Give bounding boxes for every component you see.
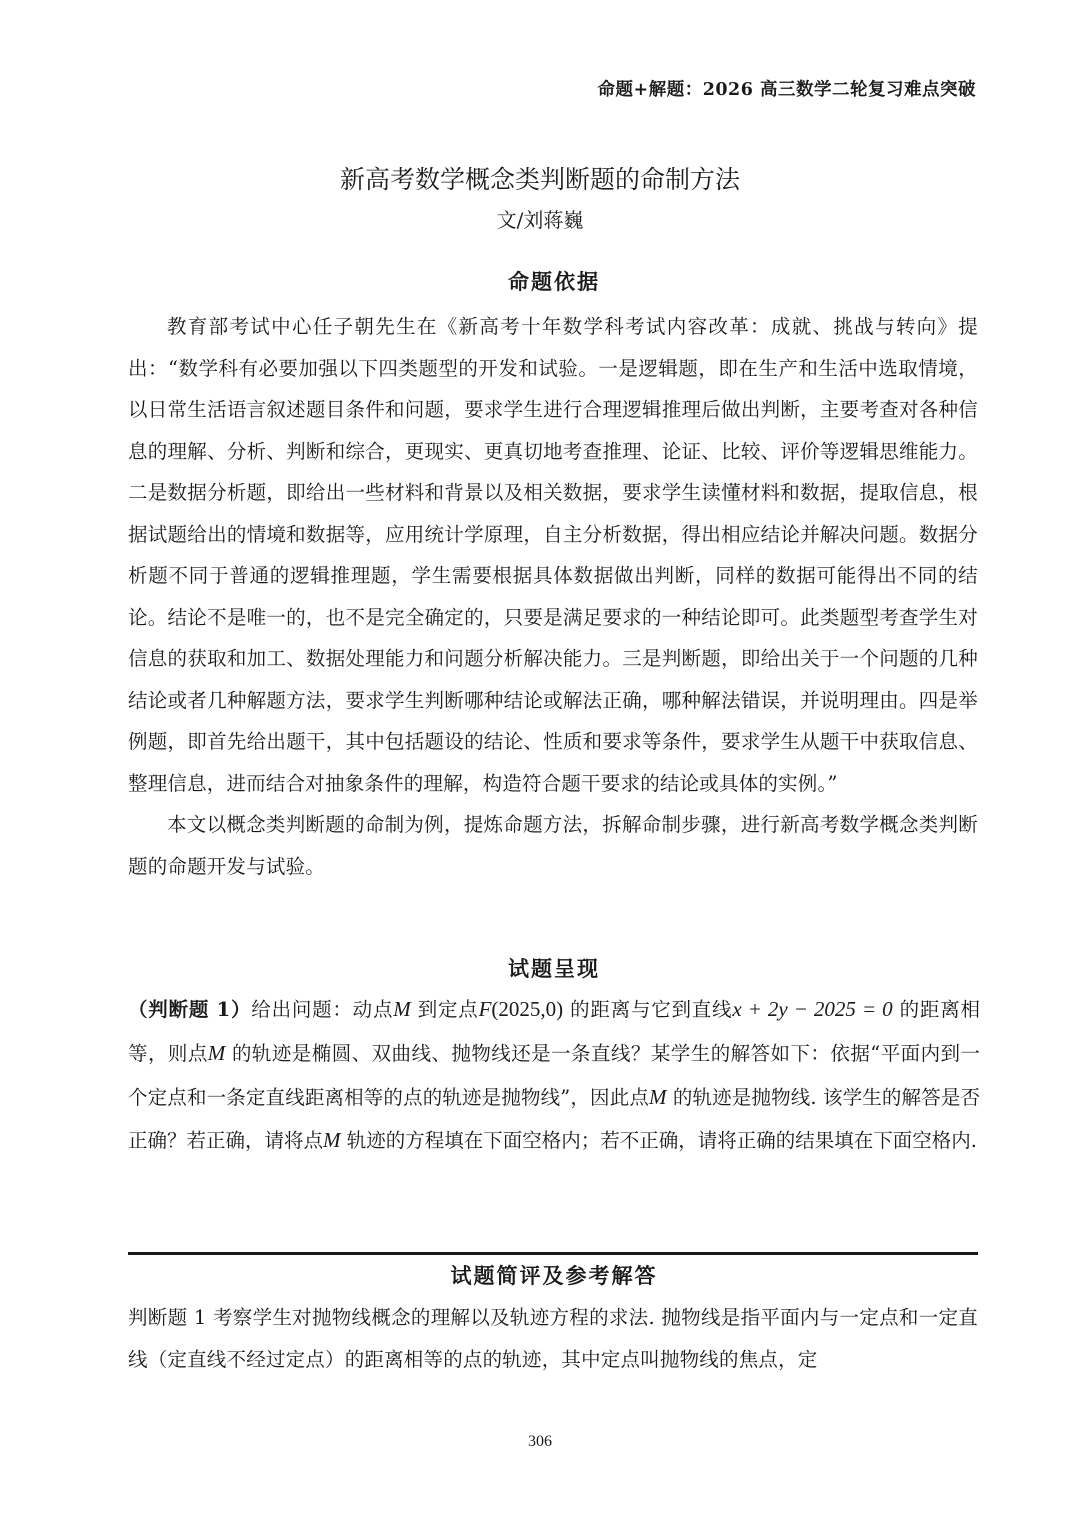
question-text: 的轨迹是椭圆、双曲线、抛物线还是一条直线？某学生的解答如下：依据“平面内到一个定点和一条定直线距离相等的点的轨迹是抛物线”，因此点 [128, 1041, 980, 1109]
section-divider [128, 1252, 978, 1255]
math-point-m: M [393, 997, 411, 1021]
question-text: 的轨迹是抛物线. 该学生的解答是否正确？若正确，请将点 [128, 1085, 980, 1153]
question-text: 给出问题：动点 [251, 998, 394, 1021]
section-heading-review: 试题简评及参考解答 [450, 1263, 658, 1288]
math-focus-coordinates: (2025,0) [491, 997, 564, 1021]
question-text: 的距离与它到直线 [570, 998, 733, 1021]
review-paragraph: 判断题 1 考察学生对抛物线概念的理解以及轨迹方程的求法. 抛物线是指平面内与一定点和一定直线（定直线不经过定点）的距离相等的点的轨迹，其中定点叫抛物线的焦点，定 [128, 1306, 978, 1371]
page-number: 306 [528, 1433, 552, 1450]
section-review-body [128, 1297, 978, 1380]
section-heading-basis: 命题依据 [508, 269, 600, 294]
basis-paragraph-1: 教育部考试中心任子朝先生在《新高考十年数学科考试内容改革：成就、挑战与转向》提出：“数学科有必要加强以下四类题型的开发和试验。一是逻辑题，即在生产和生活中选取情境，以日常生活语言叙述题目条件和问题，要求学生进行合理逻辑推理后做出判断，主要考查对各种信息的理解、分析、判断和综合，更现实、更真切地考查推理、论证、比较、评价等逻辑思维能力。二是数据分析题，即给出一些材料和背景以及相关数据，要求学生读懂材料和数据，提取信息，根据试题给出的情境和数据等，应用统计学原理，自主分析数据，得出相应结论并解决问题。数据分析题不同于普通的逻辑推理题，学生需要根据具体数据做出判断，同样的数据可能得出不同的结论。结论不是唯一的，也不是完全确定的，只要是满足要求的一种结论即可。此类题型考查学生对信息的获取和加工、数据处理能力和问题分析解决能力。三是判断题，即给出关于一个问题的几种结论或者几种解题方法，要求学生判断哪种结论或解法正确，哪种解法错误，并说明理由。四是举例题，即首先给出题干，其中包括题设的结论、性质和要求等条件，要求学生从题干中获取信息、整理信息，进而结合对抽象条件的理解，构造符合题干要求的结论或具体的实例。” [128, 315, 978, 795]
article-author: 文/刘蒋巍 [496, 208, 584, 232]
math-point-m: M [649, 1084, 667, 1109]
math-point-m: M [323, 1128, 341, 1153]
math-point-m: M [207, 1040, 226, 1065]
section-basis-body [128, 306, 978, 887]
question-label: （判断题 1） [128, 998, 252, 1021]
running-header: 命题+解题：2026 高三数学二轮复习难点突破 [597, 80, 976, 100]
question-text: 轨迹的方程填在下面空格内；若不正确，请将正确的结果填在下面空格内. [346, 1129, 977, 1153]
question-text: 到定点 [417, 998, 479, 1021]
math-line-equation: x + 2y − 2025 = 0 [732, 997, 893, 1021]
question-1 [128, 988, 980, 1163]
article-title: 新高考数学概念类判断题的命制方法 [339, 165, 740, 194]
question-text: 的距离相等，则点 [128, 998, 980, 1065]
basis-paragraph-2: 本文以概念类判断题的命制为例，提炼命题方法，拆解命制步骤，进行新高考数学概念类判断题的命题开发与试验。 [128, 813, 978, 878]
math-point-f: F [478, 997, 492, 1021]
section-heading-question: 试题呈现 [508, 956, 600, 981]
